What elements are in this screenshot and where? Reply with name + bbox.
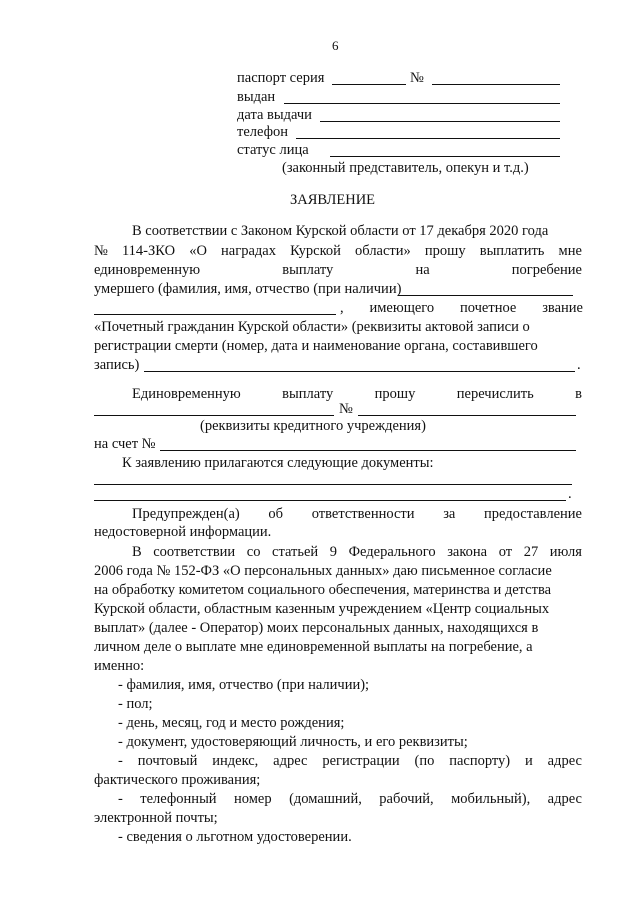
account-field[interactable] — [160, 450, 576, 451]
consent-line-2: 2006 года № 152-ФЗ «О персональных данных» даю письменное согласие — [94, 563, 552, 579]
intro-line-3: единовременную выплату на погребение — [94, 262, 582, 278]
person-status-hint: (законный представитель, опекун и т.д.) — [282, 160, 529, 176]
data-item-phone-line-1: - телефонный номер (домашний, рабочий, мобильный), адрес — [118, 791, 582, 807]
attachments-label: К заявлению прилагаются следующие документы: — [122, 455, 434, 471]
deceased-name-field-b[interactable] — [94, 314, 336, 315]
issued-label: выдан — [237, 89, 276, 105]
attachments-field-b[interactable] — [94, 500, 566, 501]
warning-line-2: недостоверной информации. — [94, 524, 272, 540]
bank-name-field[interactable] — [94, 415, 334, 416]
payment-line-1: Единовременную выплату прошу перечислить в — [132, 386, 582, 402]
data-item-address-line-1: - почтовый индекс, адрес регистрации (по паспорту) и адрес — [118, 753, 582, 769]
issue-date-label: дата выдачи — [237, 107, 312, 123]
passport-series-field[interactable] — [332, 84, 406, 85]
document-title: ЗАЯВЛЕНИЕ — [290, 192, 376, 208]
phone-label: телефон — [237, 124, 289, 140]
person-status-label: статус лица — [237, 142, 309, 158]
death-record-end: . — [577, 357, 581, 373]
bank-hint: (реквизиты кредитного учреждения) — [200, 418, 426, 434]
intro-line-5: , имеющего почетное звание — [340, 300, 583, 316]
passport-series-label: паспорт серия — [237, 70, 325, 86]
passport-number-label: № — [410, 70, 424, 86]
death-record-label: запись) — [94, 357, 140, 373]
intro-line-2: № 114-ЗКО «О наградах Курской области» прошу выплатить мне — [94, 243, 582, 259]
account-label: на счет № — [94, 436, 156, 452]
page-number: 6 — [332, 38, 339, 53]
consent-line-1: В соответствии со статьей 9 Федерального закона от 27 июля — [132, 544, 582, 560]
phone-field[interactable] — [296, 138, 560, 139]
bank-number-field[interactable] — [358, 415, 576, 416]
consent-line-4: Курской области, областным казенным учреждением «Центр социальных — [94, 601, 550, 617]
deceased-name-field-a[interactable] — [398, 295, 573, 296]
consent-line-3: на обработку комитетом социального обеспечения, материнства и детства — [94, 582, 552, 598]
data-item-name: - фамилия, имя, отчество (при наличии); — [118, 677, 370, 693]
data-item-birth: - день, месяц, год и место рождения; — [118, 715, 345, 731]
consent-line-6: личном деле о выплате мне единовременной выплаты на погребение, а — [94, 639, 533, 655]
data-item-benefit-certificate: - сведения о льготном удостоверении. — [118, 829, 352, 845]
attachments-field-a[interactable] — [94, 484, 572, 485]
bank-number-label: № — [339, 401, 353, 417]
death-record-field[interactable] — [144, 371, 575, 372]
issue-date-field[interactable] — [320, 121, 560, 122]
data-item-phone-line-2: электронной почты; — [94, 810, 218, 826]
data-item-id-document: - документ, удостоверяющий личность, и его реквизиты; — [118, 734, 468, 750]
deceased-name-label: умершего (фамилия, имя, отчество (при наличии) — [94, 281, 402, 297]
data-item-address-line-2: фактического проживания; — [94, 772, 261, 788]
consent-line-5: выплат» (далее - Оператор) моих персональных данных, находящихся в — [94, 620, 539, 636]
intro-line-6: «Почетный гражданин Курской области» (реквизиты актовой записи о — [94, 319, 530, 335]
passport-number-field[interactable] — [432, 84, 560, 85]
issued-field[interactable] — [284, 103, 560, 104]
warning-line-1: Предупрежден(а) об ответственности за предоставление — [132, 506, 582, 522]
data-item-gender: - пол; — [118, 696, 153, 712]
intro-line-1: В соответствии с Законом Курской области от 17 декабря 2020 года — [132, 223, 549, 239]
person-status-field[interactable] — [330, 156, 560, 157]
attachments-end: . — [568, 486, 572, 502]
intro-line-7: регистрации смерти (номер, дата и наименование органа, составившего — [94, 338, 538, 354]
consent-line-7: именно: — [94, 658, 145, 674]
